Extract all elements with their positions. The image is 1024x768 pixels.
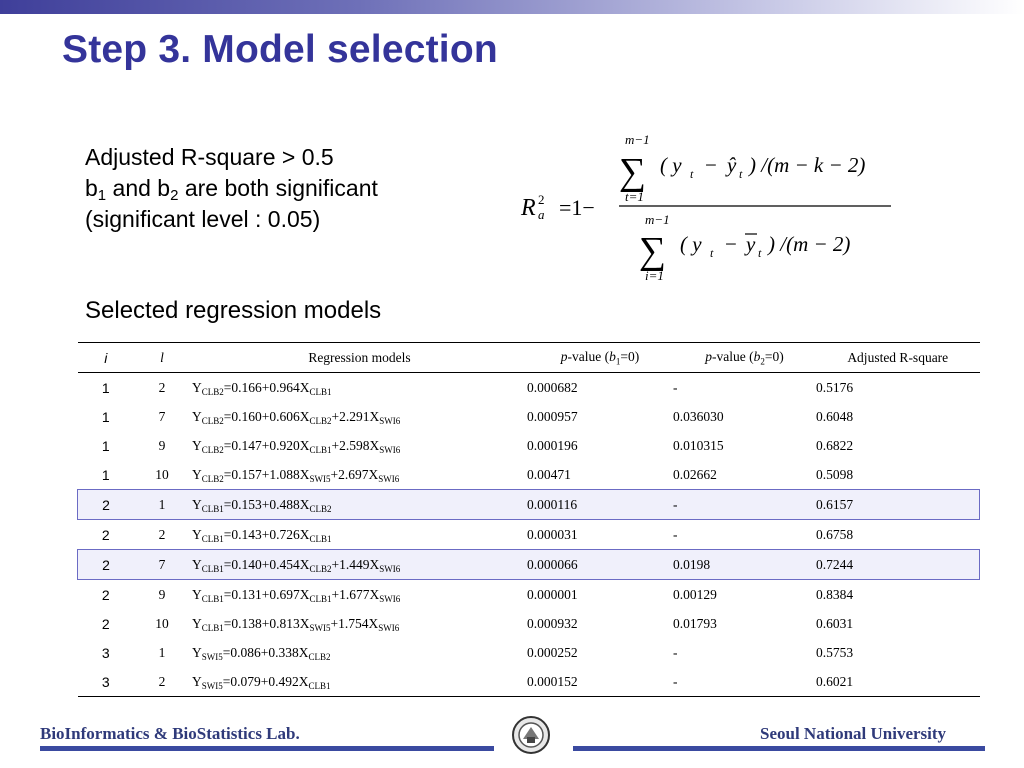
den-sub-t1: t: [710, 246, 714, 260]
cell-p-value-b2: 0.0198: [673, 550, 816, 580]
col-header-p2: p-value $(b_2=0)$: [673, 343, 816, 373]
cell-regression-model: $Y_{CLB1}=0.140+0.454X_{CLB2}+1.449X_{SWI6}$: [190, 550, 527, 580]
col-header-model: Regression models: [190, 343, 527, 373]
criteria-line-1: Adjusted R-square > 0.5: [85, 144, 334, 170]
cell-i: 2: [78, 490, 135, 520]
table-row: [78, 373, 980, 403]
formula-sup-2: 2: [538, 192, 545, 207]
table-row: [78, 460, 980, 490]
cell-regression-model: $Y_{CLB1}=0.138+0.813X_{SWI5}+1.754X_{SWI6}$: [192, 615, 400, 633]
criteria-line-2: [85, 173, 378, 204]
cell-p-value-b1: 0.000252: [527, 644, 578, 660]
num-minus: −: [705, 153, 717, 177]
num-open-y: ( y: [660, 153, 682, 177]
selection-criteria: [85, 142, 378, 235]
num-sum-upper: m−1: [625, 132, 650, 147]
footer-lab-name: BioInformatics & BioStatistics Lab.: [40, 724, 300, 743]
footer-rule-left: [40, 746, 494, 751]
num-sub-t1: t: [690, 167, 694, 181]
table-row: [78, 520, 980, 550]
cell-l: 2: [158, 526, 166, 542]
cell-p-value-b2: -: [673, 379, 678, 395]
cell-l: 2: [158, 379, 166, 395]
cell-l: 7: [134, 550, 190, 580]
cell-regression-model: $Y_{CLB1}=0.131+0.697X_{CLB1}+1.677X_{SWI6}$: [192, 586, 401, 604]
cell-l: 7: [158, 408, 166, 424]
cell-p-value-b2: -: [673, 644, 678, 660]
cell-p-value-b2: -: [673, 526, 678, 542]
cell-p-value-b1: 0.000682: [527, 379, 578, 395]
cell-adjusted-r-square: 0.6021: [816, 667, 980, 697]
cell-i: 2: [78, 550, 135, 580]
cell-l: 9: [158, 437, 166, 453]
cell-adjusted-r-square: 0.6031: [816, 615, 854, 631]
cell-i: 3: [78, 667, 135, 697]
num-sub-t2: t: [739, 167, 743, 181]
criteria-significant: are both significant: [178, 175, 378, 201]
table-row: [78, 667, 980, 697]
table-row: [78, 638, 980, 667]
cell-p-value-b1: 0.000196: [527, 437, 578, 453]
criteria-b: b: [85, 175, 98, 201]
cell-l: 2: [134, 667, 190, 697]
table-row: [78, 609, 980, 638]
cell-i: 1: [101, 466, 110, 483]
cell-p-value-b1: 0.000957: [527, 408, 578, 424]
criteria-line-3: (significant level : 0.05): [85, 206, 321, 232]
cell-i: 2: [101, 615, 110, 632]
table-row: [78, 490, 980, 520]
table-row: [78, 550, 980, 580]
num-yhat: ŷ: [727, 153, 737, 177]
cell-i: 3: [101, 644, 110, 661]
cell-l: 10: [155, 615, 169, 631]
cell-adjusted-r-square: 0.7244: [816, 550, 980, 580]
cell-regression-model: $Y_{CLB2}=0.160+0.606X_{CLB2}+2.291X_{SWI6}$: [192, 408, 401, 426]
formula-R: R: [521, 195, 536, 221]
criteria-sub-2: 2: [170, 187, 179, 204]
cell-i: 1: [101, 408, 110, 425]
table-row: [78, 402, 980, 431]
criteria-and-b: and b: [106, 175, 171, 201]
cell-l: 1: [158, 644, 166, 660]
cell-p-value-b1: 0.00471: [527, 466, 571, 482]
table-header-row: [78, 343, 980, 373]
table-row: [78, 580, 980, 610]
cell-adjusted-r-square: 0.5176: [816, 379, 854, 395]
footer-rule-right: [573, 746, 985, 751]
cell-l: 10: [155, 466, 169, 482]
cell-adjusted-r-square: 0.6157: [816, 490, 980, 520]
cell-regression-model: $Y_{CLB2}=0.147+0.920X_{CLB1}+2.598X_{SWI6}$: [192, 437, 401, 455]
num-tail: ) /(m − k − 2): [749, 153, 866, 177]
den-sum-upper: m−1: [645, 212, 670, 227]
cell-i: 2: [101, 586, 110, 603]
den-open-y: ( y: [680, 232, 702, 256]
cell-regression-model: $Y_{CLB1}=0.143+0.726X_{CLB1}$: [192, 526, 332, 544]
cell-regression-model: $Y_{CLB1}=0.153+0.488X_{CLB2}$: [190, 490, 527, 520]
cell-adjusted-r-square: 0.8384: [816, 586, 854, 602]
col-header-l: l: [134, 343, 190, 373]
cell-p-value-b2: 0.00129: [673, 586, 717, 602]
den-sub-t2: t: [758, 246, 762, 260]
section-heading: Selected regression models: [85, 297, 382, 324]
cell-p-value-b2: -: [673, 490, 816, 520]
cell-adjusted-r-square: 0.5098: [816, 466, 854, 482]
footer-university-name: Seoul National University: [760, 724, 947, 743]
cell-i: 1: [101, 379, 110, 396]
cell-p-value-b2: 0.036030: [673, 408, 724, 424]
cell-p-value-b1: 0.000932: [527, 615, 578, 631]
cell-adjusted-r-square: 0.6822: [816, 437, 854, 453]
table-body: [78, 373, 980, 697]
col-header-i: i: [78, 343, 135, 373]
cell-p-value-b1: 0.000001: [527, 586, 578, 602]
header-gradient-bar: [0, 0, 1024, 14]
cell-adjusted-r-square: 0.5753: [816, 644, 854, 660]
cell-adjusted-r-square: 0.6048: [816, 408, 854, 424]
den-sigma: ∑: [639, 230, 667, 272]
cell-p-value-b1: 0.000031: [527, 526, 578, 542]
den-ybar: y: [746, 232, 756, 256]
col-header-p1: p-value $(b_1=0)$: [527, 343, 673, 373]
adjusted-r-square-formula: [515, 126, 905, 290]
formula-equals-one-minus: =1−: [559, 195, 595, 220]
den-minus: −: [725, 232, 737, 256]
col-header-adj-r2: Adjusted R-square: [816, 343, 980, 373]
regression-models-table: [77, 342, 980, 697]
university-seal-icon: [511, 713, 551, 757]
cell-regression-model: $Y_{SWI5}=0.086+0.338X_{CLB2}$: [192, 644, 331, 662]
cell-p-value-b1: 0.000116: [527, 490, 673, 520]
den-tail: ) /(m − 2): [768, 232, 851, 256]
table-row: [78, 431, 980, 460]
slide-title: Step 3. Model selection: [62, 28, 498, 71]
cell-regression-model: $Y_{CLB2}=0.166+0.964X_{CLB1}$: [192, 379, 332, 397]
formula-sub-a: a: [538, 207, 545, 222]
criteria-sub-1: 1: [97, 187, 107, 204]
cell-i: 2: [101, 526, 110, 543]
cell-p-value-b1: 0.000152: [527, 667, 673, 697]
cell-regression-model: $Y_{CLB2}=0.157+1.088X_{SWI5}+2.697X_{SWI6}$: [192, 466, 400, 484]
cell-p-value-b1: 0.000066: [527, 550, 673, 580]
num-sigma: ∑: [619, 151, 647, 193]
cell-regression-model: $Y_{SWI5}=0.079+0.492X_{CLB1}$: [190, 667, 527, 697]
cell-i: 1: [101, 437, 110, 454]
den-sum-lower: i=1: [645, 268, 664, 283]
cell-l: 9: [158, 586, 166, 602]
cell-p-value-b2: 0.010315: [673, 437, 724, 453]
num-sum-lower: t=1: [625, 189, 644, 204]
cell-p-value-b2: -: [673, 667, 816, 697]
cell-l: 1: [134, 490, 190, 520]
cell-adjusted-r-square: 0.6758: [816, 526, 854, 542]
cell-p-value-b2: 0.02662: [673, 466, 717, 482]
cell-p-value-b2: 0.01793: [673, 615, 717, 631]
